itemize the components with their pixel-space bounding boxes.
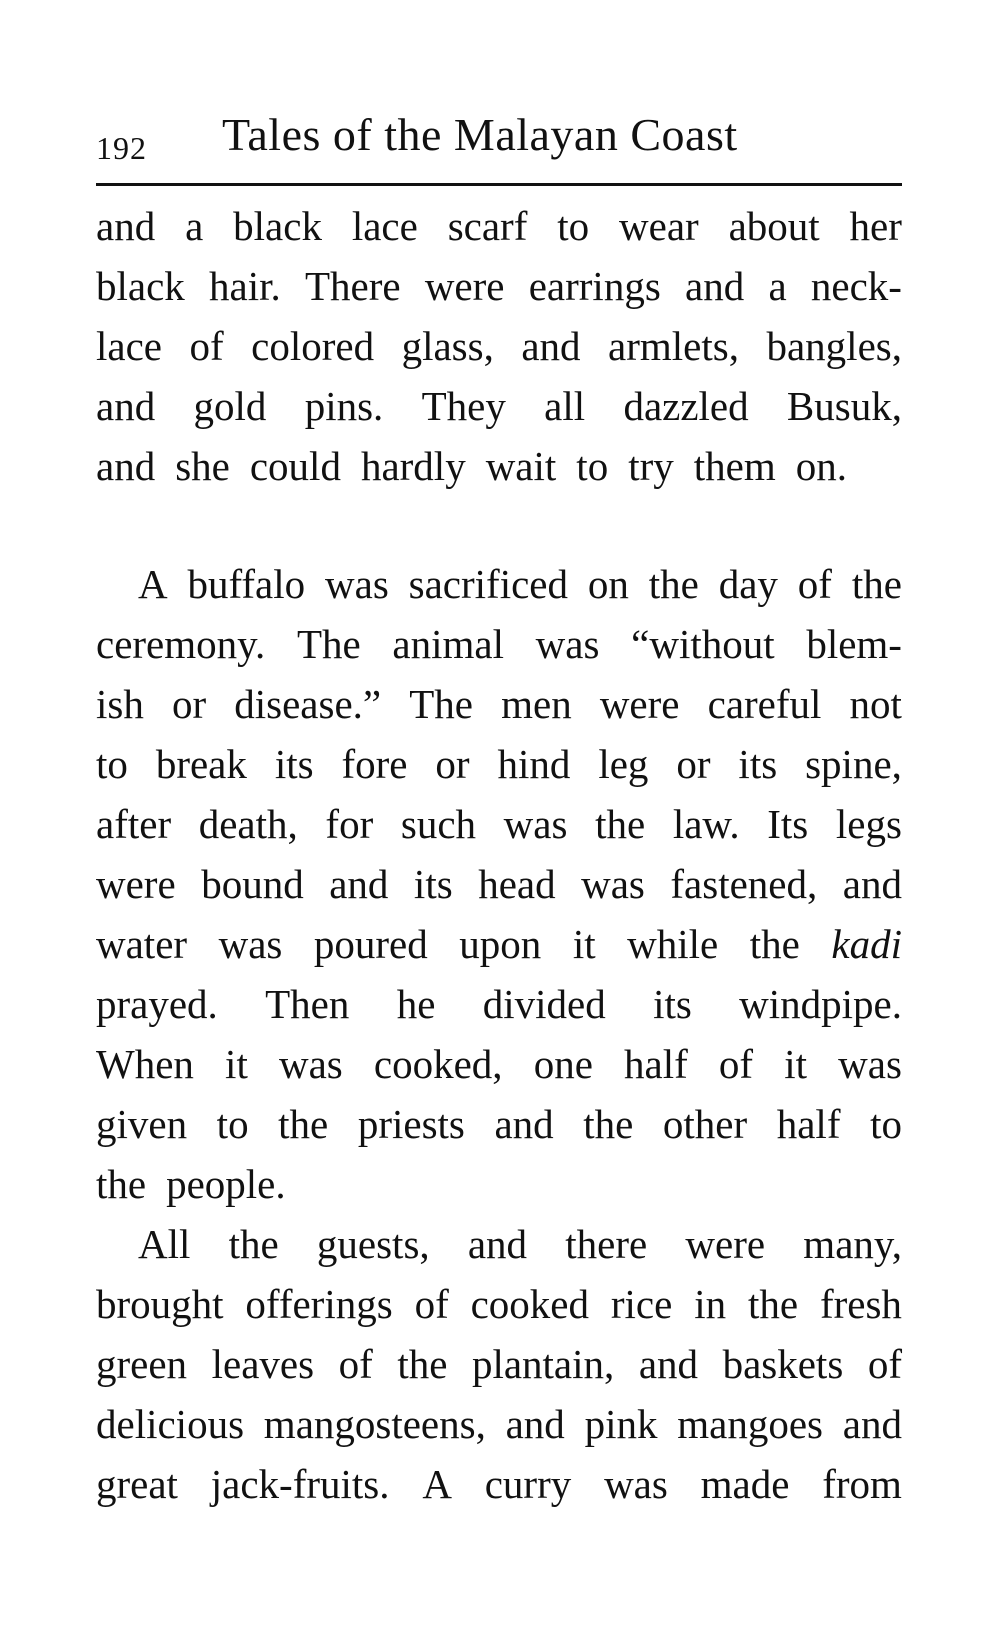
word: its bbox=[274, 741, 314, 787]
word: its bbox=[413, 861, 453, 907]
word: delicious bbox=[96, 1401, 245, 1447]
word: colored bbox=[251, 323, 375, 369]
text-line bbox=[96, 1214, 902, 1274]
word: black bbox=[233, 203, 322, 249]
word: on bbox=[587, 561, 629, 607]
word: earrings bbox=[528, 263, 661, 309]
word: to bbox=[576, 443, 609, 489]
word: fastened, bbox=[670, 861, 818, 907]
word: careful bbox=[707, 681, 822, 727]
word: day bbox=[718, 561, 778, 607]
word: head bbox=[478, 861, 556, 907]
word: break bbox=[155, 741, 247, 787]
word: of bbox=[718, 1041, 754, 1087]
word: water bbox=[96, 921, 188, 967]
word: The bbox=[409, 681, 473, 727]
word: after bbox=[96, 801, 172, 847]
word: fore bbox=[341, 741, 408, 787]
word: its bbox=[738, 741, 778, 787]
word: and bbox=[505, 1401, 565, 1447]
word: animal bbox=[392, 621, 504, 667]
word: and bbox=[638, 1341, 699, 1387]
word: armlets, bbox=[608, 323, 739, 369]
word: spine, bbox=[805, 741, 902, 787]
word: of bbox=[867, 1341, 902, 1387]
word: blem- bbox=[806, 621, 902, 667]
word: plantain, bbox=[471, 1341, 615, 1387]
word: or bbox=[435, 741, 470, 787]
word: of bbox=[189, 323, 224, 369]
word: about bbox=[728, 203, 820, 249]
word: leaves bbox=[211, 1341, 315, 1387]
text-line bbox=[96, 256, 902, 316]
text-line bbox=[96, 674, 902, 734]
text-line bbox=[96, 854, 902, 914]
word: guests, bbox=[316, 1221, 430, 1267]
word: When bbox=[96, 1041, 194, 1087]
word: and bbox=[842, 1401, 902, 1447]
word: pink bbox=[584, 1401, 658, 1447]
word: cooked, bbox=[373, 1041, 503, 1087]
word: was bbox=[325, 561, 389, 607]
word: of bbox=[797, 561, 832, 607]
word: Its bbox=[767, 801, 809, 847]
word: and bbox=[96, 203, 156, 249]
word: the bbox=[749, 921, 800, 967]
word: one bbox=[533, 1041, 593, 1087]
body-text bbox=[96, 196, 902, 1514]
word: or bbox=[171, 681, 207, 727]
word: cooked bbox=[470, 1281, 589, 1327]
word: it bbox=[225, 1041, 248, 1087]
text-line bbox=[96, 1394, 902, 1454]
text-line bbox=[96, 436, 902, 496]
text-line bbox=[96, 734, 902, 794]
text-line bbox=[96, 1094, 902, 1154]
word: kadi bbox=[831, 921, 902, 967]
word: Busuk, bbox=[786, 383, 902, 429]
word: A bbox=[422, 1461, 452, 1507]
word: lace bbox=[351, 203, 418, 249]
word: and bbox=[521, 323, 581, 369]
text-line bbox=[96, 1274, 902, 1334]
word: wear bbox=[619, 203, 699, 249]
word: people. bbox=[166, 1161, 286, 1207]
word: They bbox=[421, 383, 506, 429]
word: bangles, bbox=[766, 323, 902, 369]
word: of bbox=[414, 1281, 449, 1327]
word: hind bbox=[497, 741, 571, 787]
text-line bbox=[96, 1454, 902, 1514]
word: the bbox=[851, 561, 902, 607]
word: great bbox=[96, 1461, 178, 1507]
text-line bbox=[96, 974, 902, 1034]
word: her bbox=[849, 203, 902, 249]
word: was bbox=[604, 1461, 668, 1507]
word: neck- bbox=[810, 263, 902, 309]
word: black bbox=[96, 263, 185, 309]
text-line bbox=[96, 316, 902, 376]
word: “without bbox=[631, 621, 775, 667]
word: mangosteens, bbox=[263, 1401, 486, 1447]
word: while bbox=[627, 921, 719, 967]
word: lace bbox=[96, 323, 162, 369]
word: the bbox=[747, 1281, 799, 1327]
word: men bbox=[501, 681, 572, 727]
word: poured bbox=[313, 921, 428, 967]
word: hair. bbox=[209, 263, 281, 309]
word: and bbox=[494, 1101, 554, 1147]
word: the bbox=[278, 1101, 329, 1147]
word: its bbox=[653, 981, 692, 1027]
word: ish bbox=[96, 681, 144, 727]
word: legs bbox=[835, 801, 902, 847]
word: he bbox=[396, 981, 436, 1027]
word: given bbox=[96, 1101, 188, 1147]
word: dazzled bbox=[623, 383, 749, 429]
word: glass, bbox=[401, 323, 494, 369]
word: the bbox=[397, 1341, 448, 1387]
text-line bbox=[96, 196, 902, 256]
word: were bbox=[599, 681, 680, 727]
running-title: Tales of the Malayan Coast bbox=[222, 109, 738, 160]
word: baskets bbox=[722, 1341, 844, 1387]
word: the bbox=[595, 801, 646, 847]
word: brought bbox=[96, 1281, 224, 1327]
word: death, bbox=[198, 801, 298, 847]
word: and bbox=[842, 861, 902, 907]
word: were bbox=[685, 1221, 766, 1267]
word: bound bbox=[201, 861, 304, 907]
word: a bbox=[185, 203, 204, 249]
paragraph bbox=[96, 554, 902, 1214]
word: and bbox=[329, 861, 389, 907]
word: pins. bbox=[304, 383, 384, 429]
word: sacrificed bbox=[408, 561, 568, 607]
word: and bbox=[96, 383, 156, 429]
word: scarf bbox=[447, 203, 528, 249]
word: from bbox=[822, 1461, 902, 1507]
word: other bbox=[662, 1101, 748, 1147]
word: on. bbox=[795, 443, 847, 489]
word: to bbox=[557, 203, 590, 249]
word: to bbox=[216, 1101, 249, 1147]
word: try bbox=[628, 443, 674, 489]
word: The bbox=[296, 621, 361, 667]
word: leg bbox=[598, 741, 649, 787]
word: was bbox=[581, 861, 645, 907]
word: gold bbox=[193, 383, 267, 429]
word: of bbox=[338, 1341, 373, 1387]
page-number: 192 bbox=[96, 130, 147, 166]
word: in bbox=[694, 1281, 727, 1327]
word: were bbox=[424, 263, 505, 309]
word: law. bbox=[672, 801, 740, 847]
word: There bbox=[305, 263, 401, 309]
word: was bbox=[838, 1041, 902, 1087]
word: not bbox=[849, 681, 902, 727]
text-line bbox=[96, 794, 902, 854]
word: prayed. bbox=[96, 981, 218, 1027]
word: ceremony. bbox=[96, 621, 266, 667]
word: were bbox=[96, 861, 176, 907]
word: disease.” bbox=[234, 681, 382, 727]
word: was bbox=[278, 1041, 343, 1087]
paragraph-gap bbox=[96, 496, 902, 554]
word: many, bbox=[803, 1221, 902, 1267]
word: them bbox=[693, 443, 776, 489]
word: wait bbox=[485, 443, 557, 489]
word: was bbox=[218, 921, 283, 967]
word: buffalo bbox=[187, 561, 306, 607]
word: there bbox=[565, 1221, 648, 1267]
word: to bbox=[96, 741, 128, 787]
word: was bbox=[503, 801, 568, 847]
word: a bbox=[768, 263, 787, 309]
word: it bbox=[572, 921, 596, 967]
word: green bbox=[96, 1341, 188, 1387]
word: curry bbox=[484, 1461, 572, 1507]
word: was bbox=[535, 621, 600, 667]
word: the bbox=[583, 1101, 634, 1147]
word: could bbox=[249, 443, 341, 489]
paragraph bbox=[96, 196, 902, 496]
text-line bbox=[96, 554, 902, 614]
page-header bbox=[96, 104, 896, 174]
word: or bbox=[676, 741, 711, 787]
word: A bbox=[138, 561, 168, 607]
word: priests bbox=[357, 1101, 465, 1147]
word: such bbox=[400, 801, 477, 847]
word: all bbox=[544, 383, 586, 429]
text-line bbox=[96, 1334, 902, 1394]
word: Then bbox=[265, 981, 350, 1027]
word: divided bbox=[482, 981, 606, 1027]
word: and bbox=[96, 443, 156, 489]
text-line bbox=[96, 376, 902, 436]
word: for bbox=[325, 801, 374, 847]
word: windpipe. bbox=[739, 981, 902, 1027]
word: rice bbox=[610, 1281, 673, 1327]
header-rule bbox=[96, 183, 902, 186]
word: All bbox=[138, 1221, 191, 1267]
word: fresh bbox=[819, 1281, 902, 1327]
text-line bbox=[96, 614, 902, 674]
word: to bbox=[870, 1101, 902, 1147]
word: made bbox=[700, 1461, 790, 1507]
text-line bbox=[96, 914, 902, 974]
word: half bbox=[624, 1041, 688, 1087]
text-line bbox=[96, 1034, 902, 1094]
word: the bbox=[228, 1221, 279, 1267]
word: it bbox=[784, 1041, 808, 1087]
word: mangoes bbox=[677, 1401, 823, 1447]
word: half bbox=[776, 1101, 841, 1147]
text-line bbox=[96, 1154, 902, 1214]
paragraph bbox=[96, 1214, 902, 1514]
word: jack-fruits. bbox=[210, 1461, 390, 1507]
word: she bbox=[175, 443, 230, 489]
word: the bbox=[648, 561, 699, 607]
word: and bbox=[467, 1221, 528, 1267]
word: offerings bbox=[245, 1281, 393, 1327]
word: the bbox=[96, 1161, 147, 1207]
word: and bbox=[685, 263, 745, 309]
word: hardly bbox=[360, 443, 466, 489]
word: upon bbox=[459, 921, 542, 967]
